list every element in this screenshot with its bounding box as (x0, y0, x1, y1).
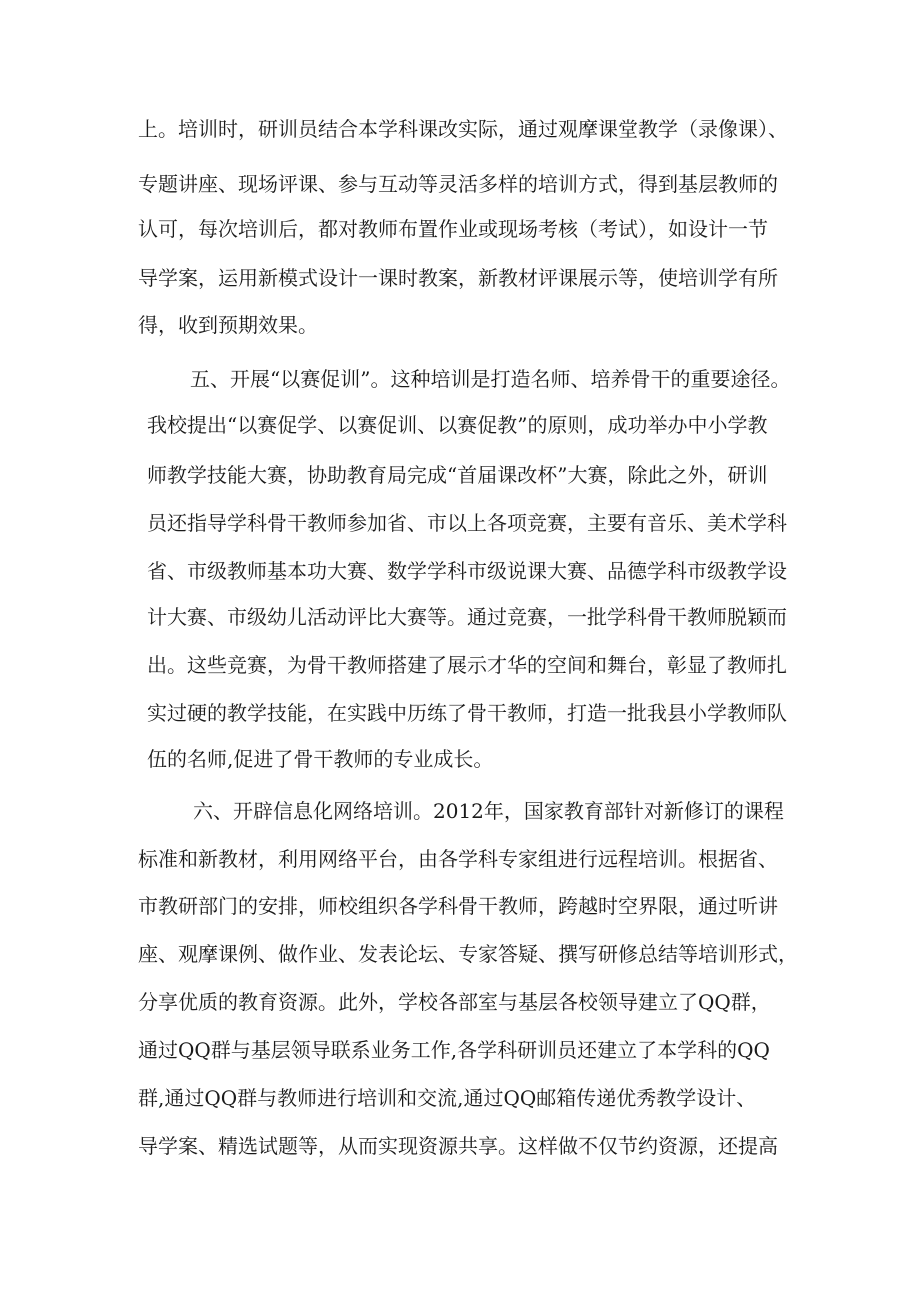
text-line: 分享优质的教育资源。此外，学校各部室与基层各校领导建立了QQ群， (138, 990, 771, 1014)
text-line: 导学案、精选试题等，从而实现资源共享。这样做不仅节约资源，还提高 (138, 1134, 778, 1158)
text-line: 标准和新教材，利用网络平台，由各学科专家组进行远程培训。根据省、 (138, 847, 778, 871)
text-line: 得，收到预期效果。 (138, 313, 318, 337)
text-line: 上。培训时，研训员结合本学科课改实际，通过观摩课堂教学（录像课）、 (138, 117, 788, 141)
text-line: 座、观摩课例、做作业、发表论坛、专家答疑、撰写研修总结等培训形式， (138, 942, 798, 966)
text-line: 专题讲座、现场评课、参与互动等灵活多样的培训方式，得到基层教师的 (138, 172, 778, 196)
text-line: 认可，每次培训后，都对教师布置作业或现场考核（考试），如设计一节 (138, 217, 768, 241)
text-line: 省、市级教师基本功大赛、数学学科市级说课大赛、品德学科市级教学设 (147, 559, 787, 583)
text-line: 市教研部门的安排，师校组织各学科骨干教师，跨越时空界限，通过听讲 (138, 894, 778, 918)
text-line: 五、开展“以赛促训”。这种培训是打造名师、培养骨干的重要途径。 (190, 367, 791, 391)
text-line: 导学案，运用新模式设计一课时教案，新教材评课展示等，使培训学有所 (138, 266, 778, 290)
text-line: 六、开辟信息化网络培训。2012年，国家教育部针对新修订的课程 (193, 799, 784, 823)
text-line: 我校提出“以赛促学、以赛促训、以赛促教”的原则，成功举办中小学教 (147, 413, 768, 437)
text-line: 员还指导学科骨干教师参加省、市以上各项竞赛，主要有音乐、美术学科 (147, 511, 787, 535)
text-line: 群,通过QQ群与教师进行培训和交流,通过QQ邮箱传递优秀教学设计、 (138, 1086, 757, 1110)
text-line: 出。这些竞赛，为骨干教师搭建了展示才华的空间和舞台，彰显了教师扎 (147, 653, 787, 677)
text-line: 伍的名师,促进了骨干教师的专业成长。 (147, 747, 494, 771)
text-line: 通过QQ群与基层领导联系业务工作,各学科研训员还建立了本学科的QQ (138, 1038, 770, 1062)
text-line: 师教学技能大赛，协助教育局完成“首届课改杯”大赛，除此之外，研训 (147, 463, 768, 487)
text-line: 实过硬的教学技能，在实践中历练了骨干教师，打造一批我县小学教师队 (147, 701, 787, 725)
text-line: 计大赛、市级幼儿活动评比大赛等。通过竞赛，一批学科骨干教师脱颖而 (147, 605, 787, 629)
